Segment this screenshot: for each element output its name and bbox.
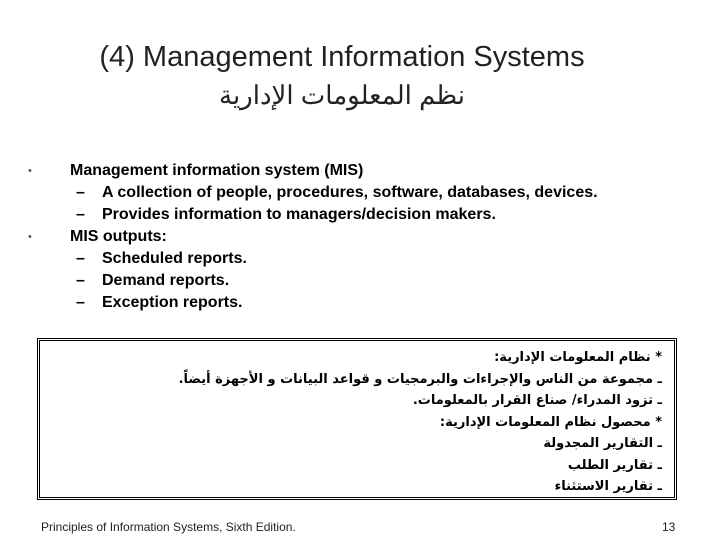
bullet-list: [28, 160, 678, 314]
arabic-line: ـ مجموعة من الناس والإجراءات والبرمجيات و قواعد البيانات و الأجهزة أيضاً.: [178, 371, 662, 387]
list-item-text: Exception reports.: [102, 294, 243, 311]
bullet-marker: •: [28, 231, 32, 243]
arabic-line: ـ تزود المدراء/ صناع القرار بالمعلومات.: [412, 393, 662, 408]
arabic-line: ـ تقارير الاستثناء: [554, 479, 662, 494]
list-item-text: Scheduled reports.: [102, 250, 247, 267]
dash-marker: –: [76, 294, 85, 311]
list-item-text: A collection of people, procedures, software, databases, devices.: [102, 184, 598, 201]
dash-marker: –: [76, 184, 85, 201]
list-item: [28, 204, 678, 226]
list-item: [28, 160, 678, 182]
footer-citation: Principles of Information Systems, Sixth Edition.: [41, 520, 296, 534]
dash-marker: –: [76, 250, 85, 267]
list-item: [28, 182, 678, 204]
list-item-text: Provides information to managers/decision makers.: [102, 206, 496, 223]
slide-subtitle-arabic: نظم المعلومات الإدارية: [219, 80, 465, 110]
dash-marker: –: [76, 206, 85, 223]
arabic-line: * نظام المعلومات الإدارية:: [494, 350, 662, 365]
arabic-line: * محصول نظام المعلومات الإدارية:: [439, 414, 662, 430]
arabic-line: ـ تقارير الطلب: [567, 457, 662, 473]
list-item: [28, 292, 678, 314]
arabic-summary-box: [37, 338, 677, 500]
dash-marker: –: [76, 272, 85, 289]
slide-title: (4) Management Information Systems: [99, 41, 585, 73]
bullet-marker: •: [28, 165, 32, 177]
list-item: [28, 248, 678, 270]
arabic-line: ـ التقارير المجدولة: [543, 436, 662, 451]
list-item: [28, 270, 678, 292]
list-item-text: Demand reports.: [102, 272, 230, 289]
list-item-text: Management information system (MIS): [70, 162, 364, 179]
list-item-text: MIS outputs:: [70, 228, 167, 245]
page-number: 13: [662, 520, 676, 534]
list-item: [28, 226, 678, 248]
